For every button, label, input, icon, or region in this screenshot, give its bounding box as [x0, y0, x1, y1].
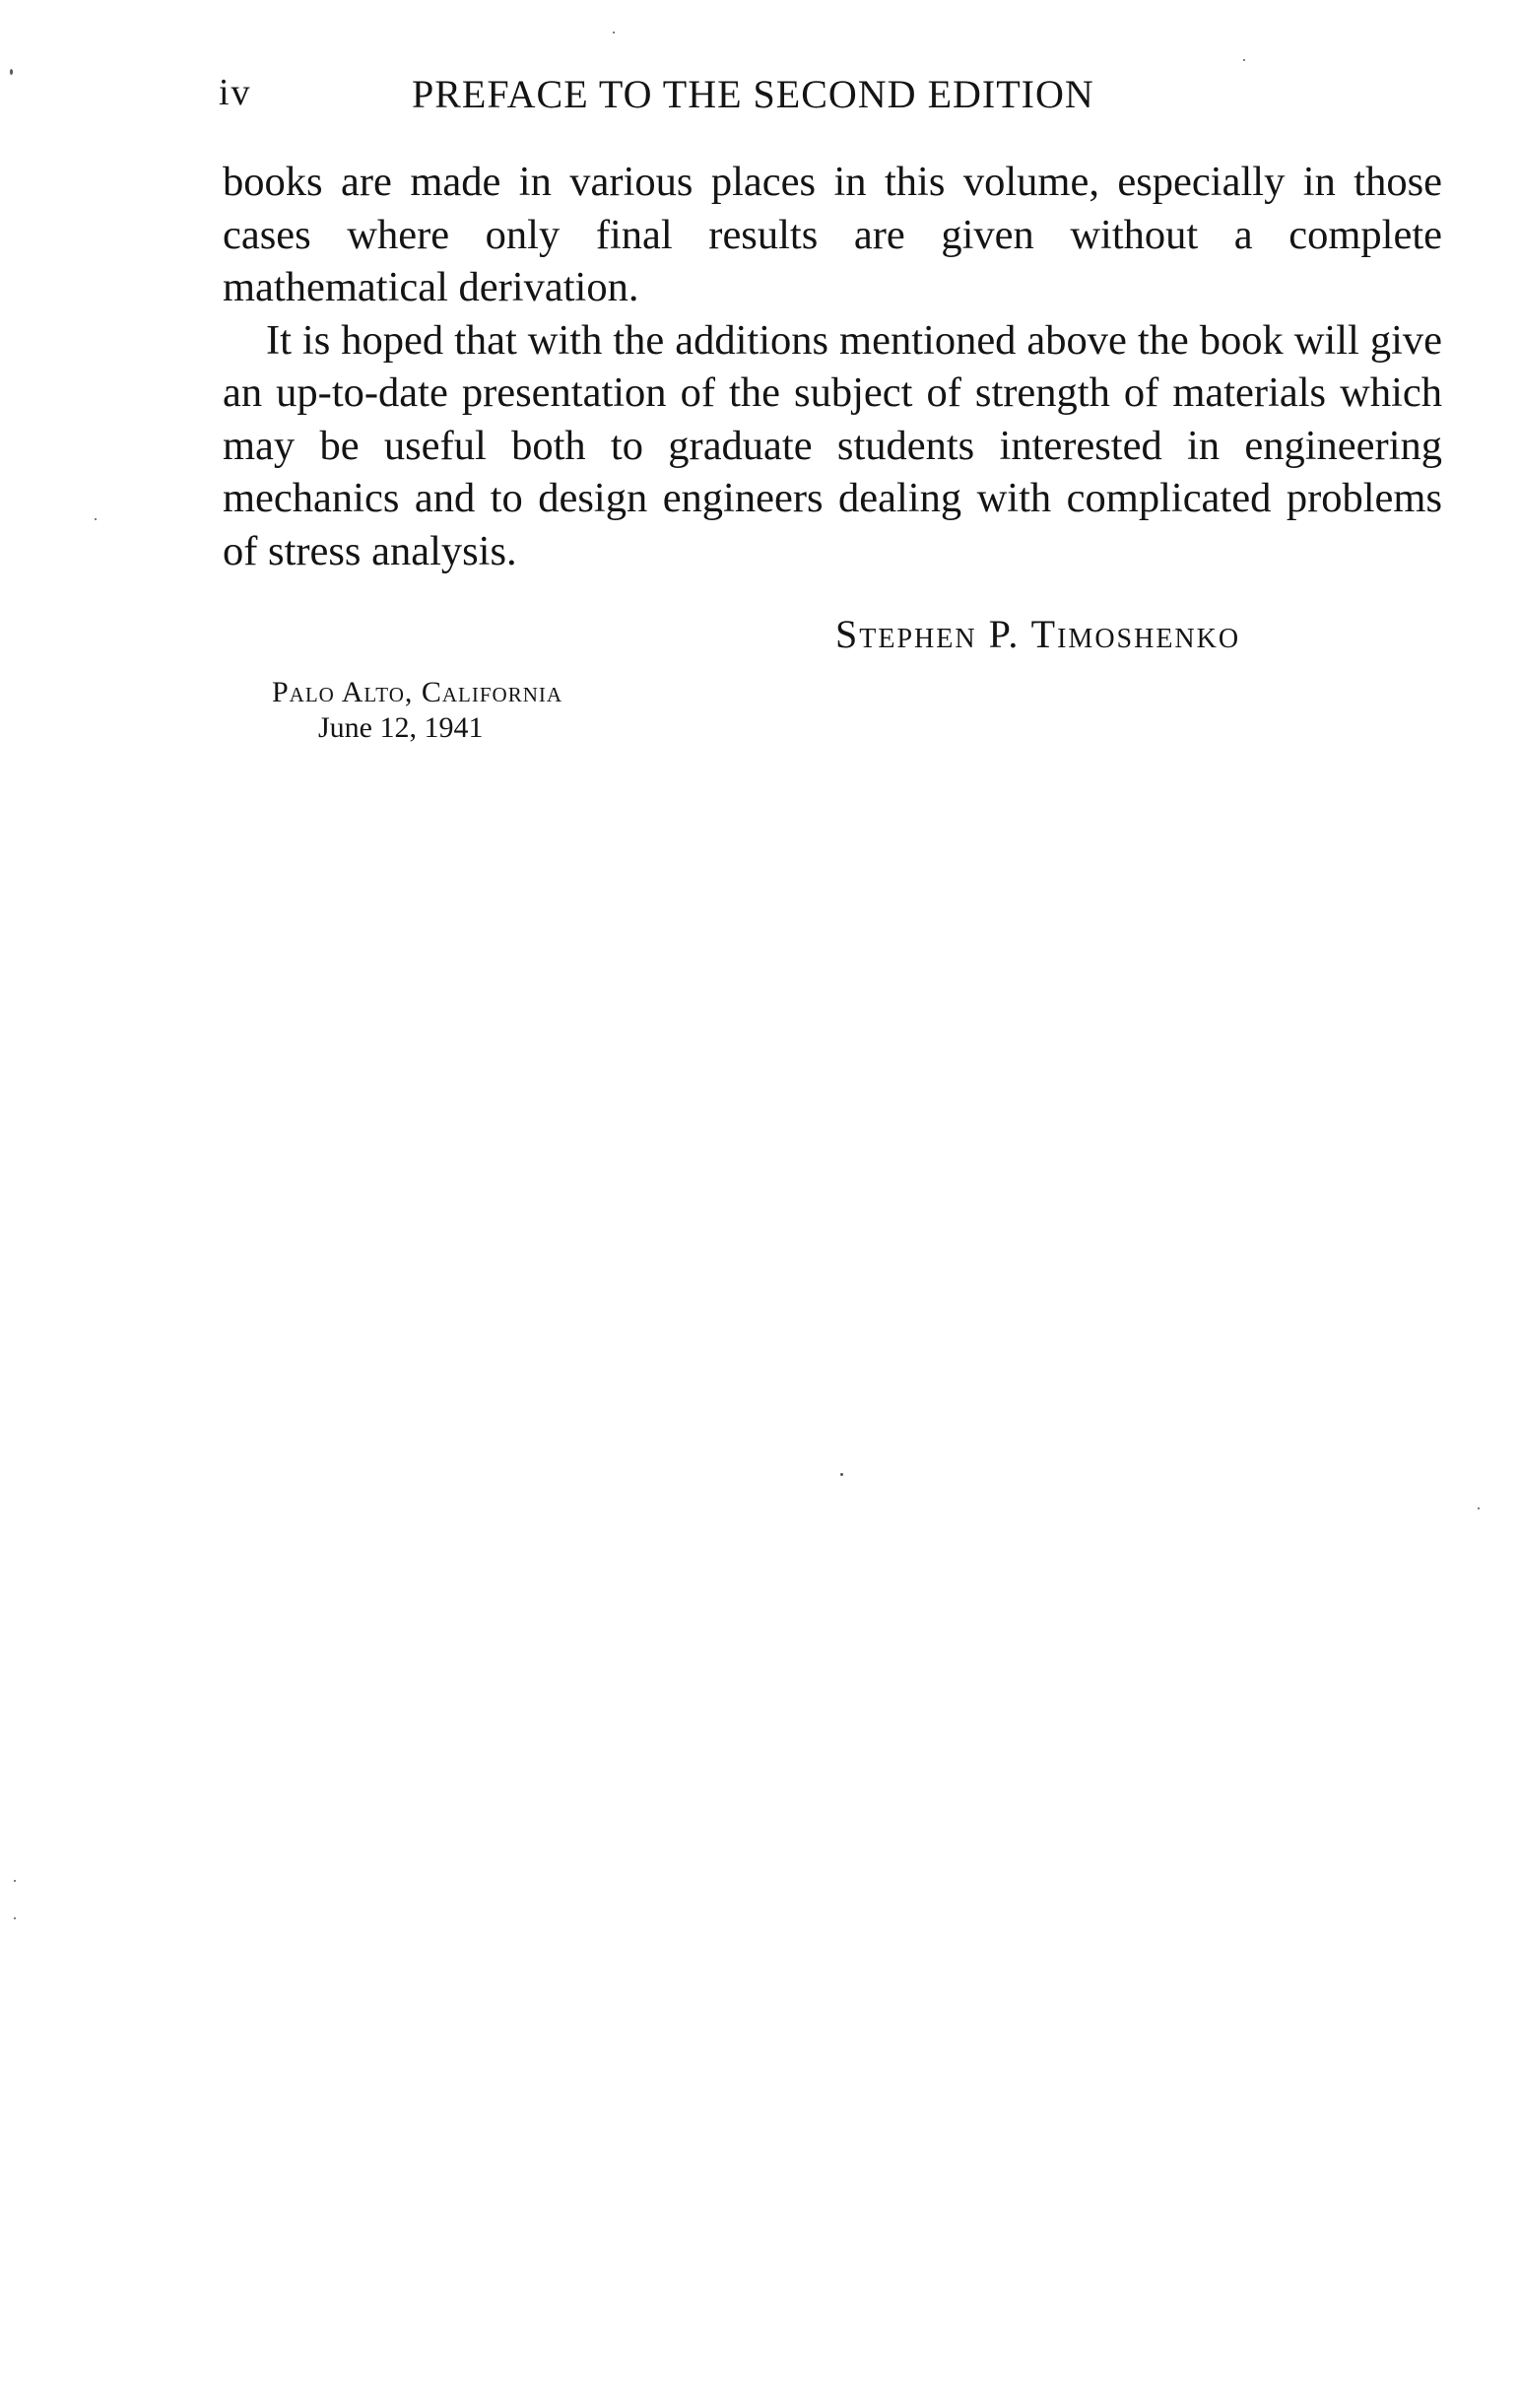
scan-speck [1478, 1507, 1480, 1509]
scan-speck [14, 1880, 16, 1882]
scan-speck [840, 1473, 843, 1476]
paragraph-continued: books are made in various places in this volume, especially in those cases where only final results are given without a complete mathematical derivation. [223, 159, 1442, 310]
running-title: PREFACE TO THE SECOND EDITION [412, 72, 1094, 116]
paragraph: It is hoped that with the additions mentioned above the book will give an up-to-date presentation of the subject of strength of materials which may be useful both to graduate students interested in engineering mechanics and to design engineers dealing with complicated problems of stress analysis. [223, 316, 1442, 574]
signature-place: Palo Alto, California [272, 676, 563, 708]
scan-speck [10, 69, 13, 75]
author-name: Stephen P. Timoshenko [835, 612, 1241, 656]
author-signature [835, 611, 1240, 657]
scan-speck [1243, 59, 1245, 61]
scan-speck [14, 1917, 16, 1919]
scan-speck [95, 518, 97, 520]
body-text [223, 156, 1442, 577]
signature-date: June 12, 1941 [318, 711, 484, 744]
scan-speck [613, 32, 615, 33]
page-number: iv [219, 72, 252, 113]
running-head [219, 71, 1261, 130]
